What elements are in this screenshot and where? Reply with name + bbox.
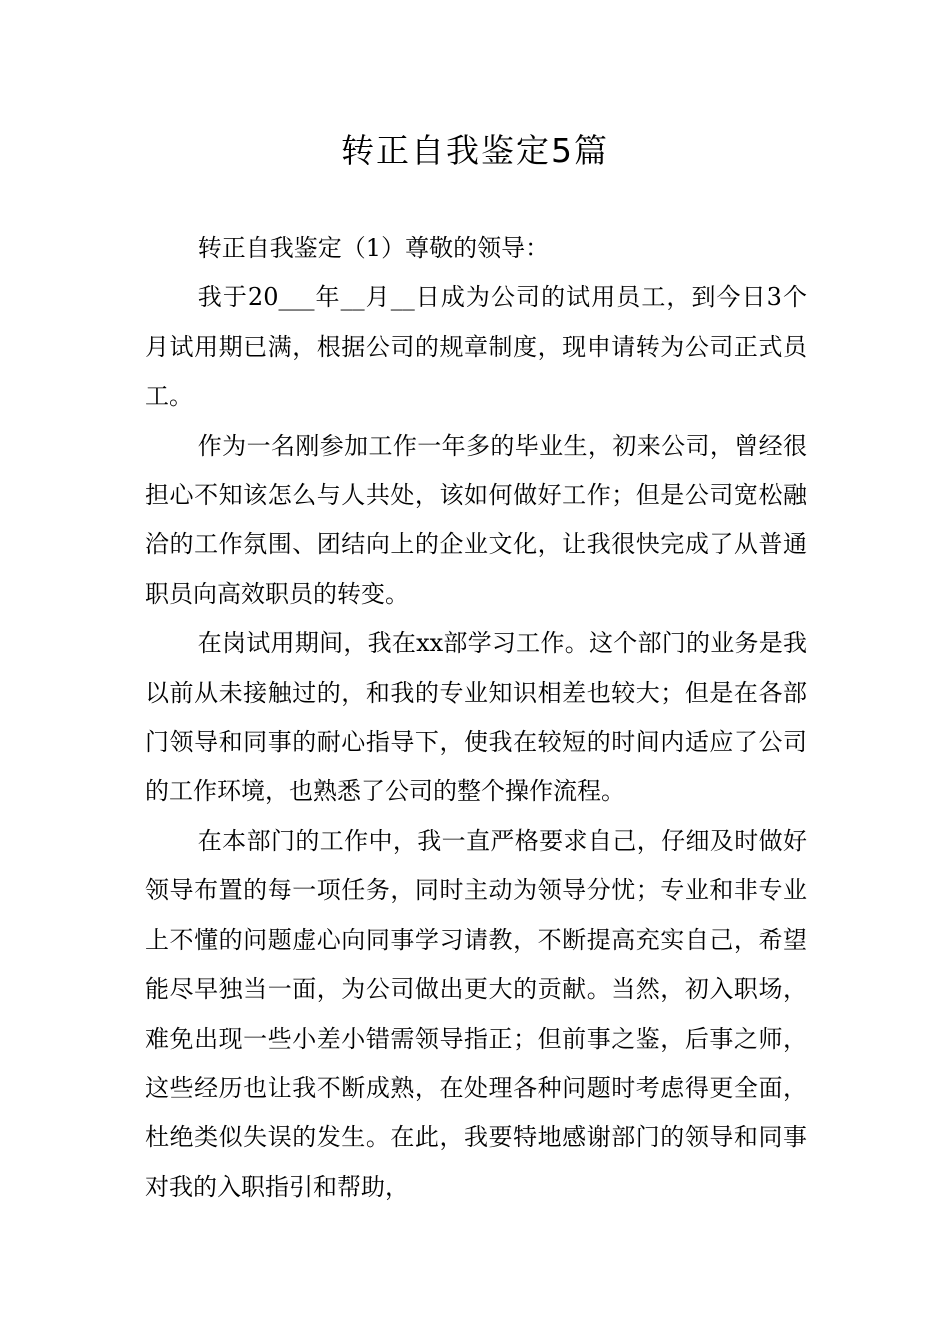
document-title: 转正自我鉴定5篇 xyxy=(341,131,609,170)
paragraph-work-summary: 在本部门的工作中，我一直严格要求自己，仔细及时做好领导布置的每一项任务，同时主动为领导分忧；专业和非专业上不懂的问题虚心向同事学习请教，不断提高充实自己，希望能尽早独当一面，为公司做出更大的贡献。当然，初入职场，难免出现一些小差小错需领导指正；但前事之鉴，后事之师，这些经历也让我不断成熟，在处理各种问题时考虑得更全面，杜绝类似失误的发生。在此，我要特地感谢部门的领导和同事对我的入职指引和帮助， xyxy=(145,826,807,1201)
paragraph-application: 我于20___年__月__日成为公司的试用员工，到今日3个月试用期已满，根据公司的规章制度，现申请转为公司正式员工。 xyxy=(145,283,807,411)
document-body xyxy=(145,224,807,1212)
paragraph-introduction: 作为一名刚参加工作一年多的毕业生，初来公司，曾经很担心不知该怎么与人共处，该如何做好工作；但是公司宽松融洽的工作氛围、团结向上的企业文化，让我很快完成了从普通职员向高效职员的转变。 xyxy=(145,431,807,608)
paragraph-greeting: 转正自我鉴定（1）尊敬的领导： xyxy=(197,234,550,262)
paragraph-department: 在岗试用期间，我在xx部学习工作。这个部门的业务是我以前从未接触过的，和我的专业知识相差也较大；但是在各部门领导和同事的耐心指导下，使我在较短的时间内适应了公司的工作环境，也熟悉了公司的整个操作流程。 xyxy=(145,629,807,806)
